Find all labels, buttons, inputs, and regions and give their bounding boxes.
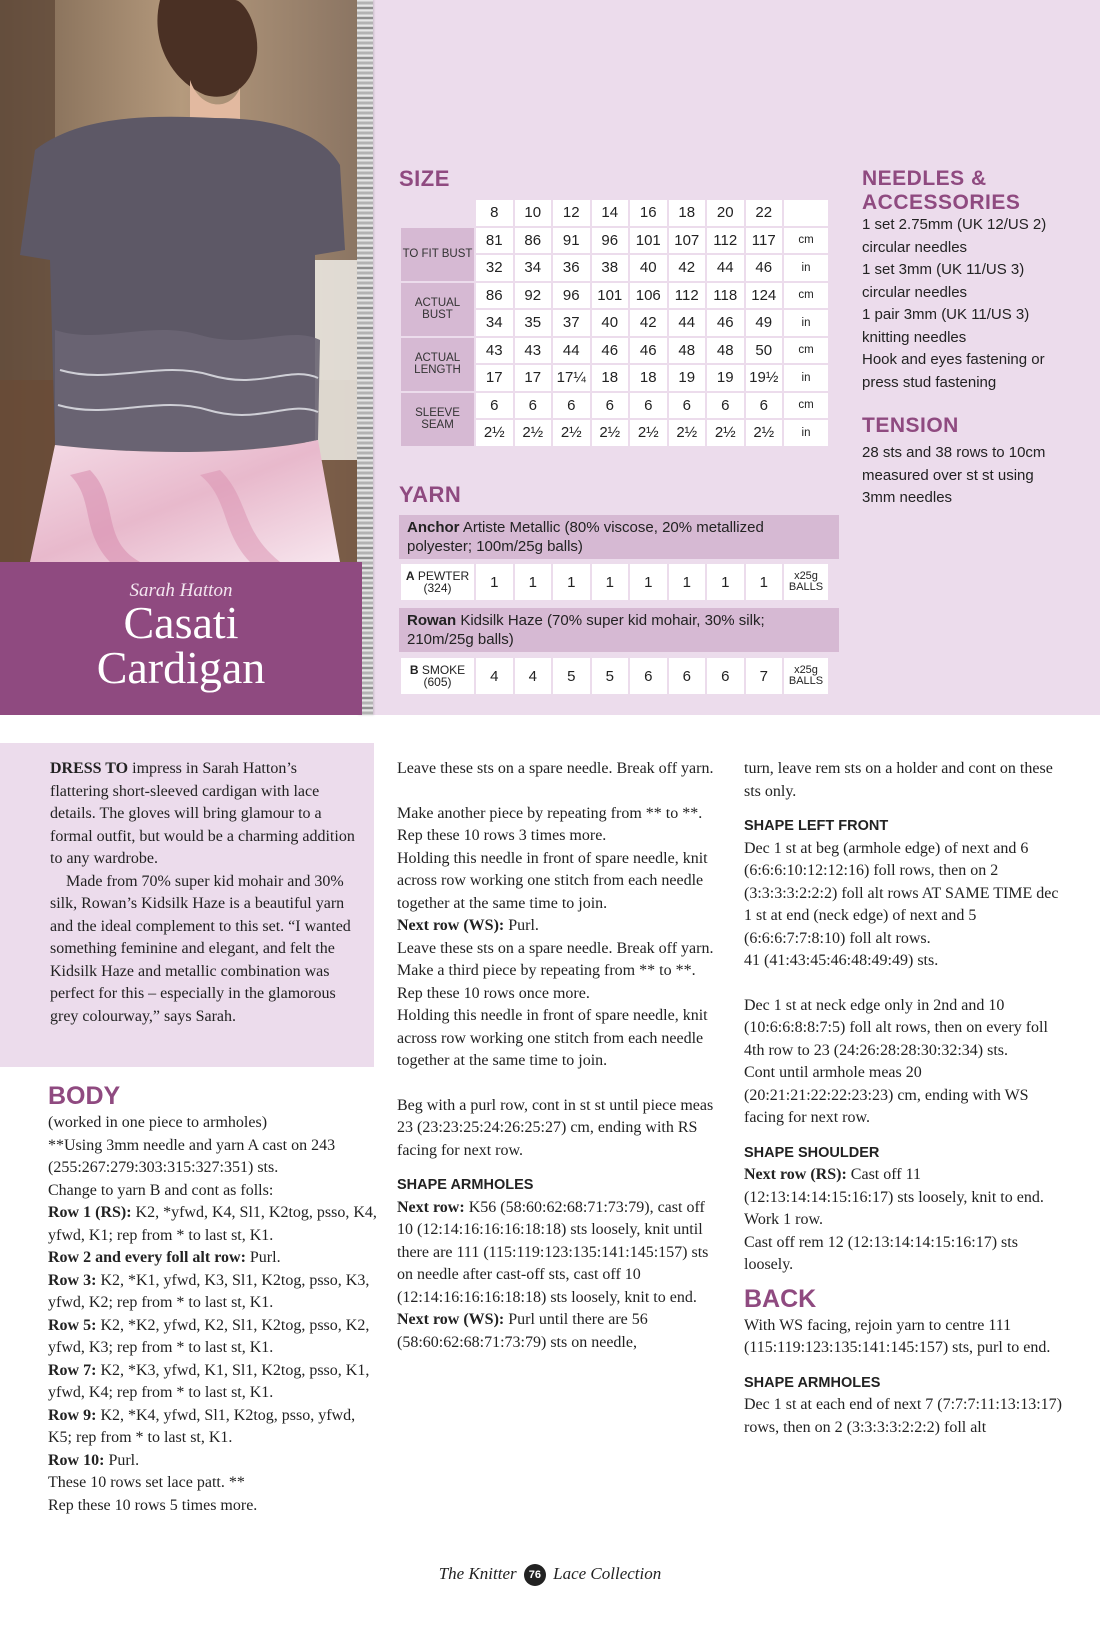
table-row (401, 283, 828, 309)
size-cell: 14 (592, 200, 629, 226)
instruction-line: With WS facing, rejoin yarn to centre 111 (115:119:123:135:141:145:157) sts, purl to end. (744, 1316, 1051, 1356)
table-cell: 6 (515, 393, 552, 419)
table-cell: 6 (553, 393, 590, 419)
table-cell: 6 (476, 393, 513, 419)
row-label: TO FIT BUST (401, 228, 474, 281)
table-cell: 2½ (746, 420, 783, 446)
instruction-line: Make another piece by repeating from ** to **. (397, 804, 703, 822)
needles-heading (862, 167, 1020, 215)
yarn-colour-name: PEWTER (417, 569, 470, 583)
table-cell: 34 (515, 255, 552, 281)
instruction-line: Cast off rem 12 (12:13:14:14:15:16:17) sts loosely. (744, 1233, 1018, 1273)
table-cell: 50 (746, 338, 783, 364)
yarn-colour-number: (324) (423, 581, 452, 595)
table-cell: 5 (553, 658, 590, 694)
size-table (399, 198, 830, 448)
title-line-2: Cardigan (96, 642, 266, 693)
table-row (401, 228, 828, 254)
model-photo (0, 0, 362, 562)
yarn-a-description (399, 515, 839, 559)
instruction-line: Leave these sts on a spare needle. Break off yarn. (397, 760, 714, 777)
needles-line: 1 set 2.75mm (UK 12/US 2) (862, 216, 1047, 233)
tension-heading: TENSION (862, 414, 959, 437)
table-row (401, 393, 828, 419)
yarn-a-text: Artiste Metallic (80% viscose, 20% metallized polyester; 100m/25g balls) (407, 519, 764, 555)
table-cell: 96 (553, 283, 590, 309)
table-cell: 6 (630, 393, 667, 419)
row-label: Row 7: (48, 1361, 97, 1379)
table-cell: 35 (515, 310, 552, 336)
row-instruction (48, 1360, 378, 1405)
instruction-line: Dec 1 st at beg (armhole edge) of next and 6 (6:6:6:10:12:12:16) foll rows, then on 2 (3:3:3:3:2:2:2) foll alt rows AT SAME TIME dec 1 st at end (neck edge) of next and 5 (6:6:6:7:7:8:10) foll alt rows. (744, 839, 1059, 947)
row-label: SLEEVE SEAM (401, 393, 474, 446)
corner-cell (401, 200, 474, 226)
table-cell: 4 (515, 658, 552, 694)
table-cell: 18 (630, 365, 667, 391)
table-cell: 1 (630, 564, 667, 600)
table-cell: 46 (592, 338, 629, 364)
column-2 (397, 758, 722, 1354)
table-cell: 1 (553, 564, 590, 600)
table-cell: 49 (746, 310, 783, 336)
table-cell: 44 (669, 310, 706, 336)
table-cell: 17 (515, 365, 552, 391)
row-instruction (48, 1315, 378, 1360)
table-cell: 6 (707, 393, 744, 419)
row-label: Row 2 and every foll alt row: (48, 1249, 246, 1266)
instruction-line: Rep these 10 rows 3 times more. (397, 827, 607, 844)
instruction-line: Holding this needle in front of spare needle, knit across row working one stitch from each needle together at the same time to join. (397, 1007, 708, 1069)
instruction-line: Cont until armhole meas 20 (20:21:21:22:22:23:23) cm, ending with WS facing for next row. (744, 1064, 1029, 1126)
table-cell: 86 (476, 283, 513, 309)
table-cell: 101 (630, 228, 667, 254)
yarn-b-description (399, 608, 839, 652)
table-cell: 2½ (669, 420, 706, 446)
yarn-b-text: Kidsilk Haze (70% super kid mohair, 30% silk; 210m/25g balls) (407, 612, 765, 648)
unit-cell: in (784, 420, 828, 446)
yarn-b-table (399, 656, 830, 696)
row-text: K2, *K4, yfwd, Sl1, K2tog, psso, yfwd, K5; rep from * to last st, K1. (48, 1406, 356, 1446)
designer-name: Sarah Hatton (129, 580, 233, 601)
table-cell: 42 (630, 310, 667, 336)
unit-cell: in (784, 310, 828, 336)
needles-line: 1 set 3mm (UK 11/US 3) (862, 261, 1025, 278)
spacer (397, 781, 722, 803)
row-text: K56 (58:60:62:68:71:73:79), cast off 10 (12:14:16:16:16:18:18) sts loosely, knit until there are 111 (115:119:123:135:141:145:157) sts on needle after cast-off sts, cast off 10 (12:14:16:16:16:18:18) sts loosely, knit to end. (397, 1198, 709, 1306)
instruction-line: Make a third piece by repeating from ** to **. (397, 962, 696, 979)
table-cell: 5 (592, 658, 629, 694)
instruction-line: Rep these 10 rows once more. (397, 984, 590, 1002)
unit-cell (784, 658, 828, 694)
table-cell: 19 (707, 365, 744, 391)
row-text: Purl until there are 56 (58:60:62:68:71:73:79) sts on needle, (397, 1311, 648, 1351)
yarn-colour-number: (605) (423, 675, 452, 689)
instruction-line: Rep these 10 rows 5 times more. (48, 1496, 258, 1514)
column-3 (744, 758, 1064, 1439)
unit-cell: cm (784, 393, 828, 419)
intro-text (50, 758, 355, 1028)
tension-line: 3mm needles (862, 489, 953, 506)
row-text: Purl. (504, 917, 539, 934)
table-row (401, 658, 828, 694)
needles-line: Hook and eyes fastening or (862, 351, 1045, 368)
table-row (401, 564, 828, 600)
back-heading: BACK (744, 1284, 817, 1313)
row-label: Row 5: (48, 1316, 97, 1334)
row-text: K2, *K2, yfwd, K2, Sl1, K2tog, psso, K2, yfwd, K3; rep from * to last st, K1. (48, 1316, 370, 1356)
spacer (744, 1130, 1064, 1142)
row-text: K2, *K1, yfwd, K3, Sl1, K2tog, psso, K3, yfwd, K2; rep from * to last st, K1. (48, 1271, 370, 1311)
table-cell: 43 (476, 338, 513, 364)
table-row (401, 338, 828, 364)
table-cell: 7 (746, 658, 783, 694)
issue-name: Lace Collection (553, 1564, 662, 1583)
needles-line: 1 pair 3mm (UK 11/US 3) (862, 306, 1030, 323)
needles-line: press stud fastening (862, 373, 997, 391)
unit-cell: in (784, 255, 828, 281)
table-cell: 1 (515, 564, 552, 600)
row-instruction (48, 1247, 378, 1270)
table-cell: 117 (746, 228, 783, 254)
shape-left-front-heading: SHAPE LEFT FRONT (744, 818, 889, 834)
intro-paragraph: Made from 70% super kid mohair and 30% silk, Rowan’s Kidsilk Haze is a beautiful yarn and the ideal complement to this set. “I wanted something feminine and elegant, and felt the Kidsilk Haze and metallic combination was perfect for this – especially in the glamorous grey colourway,” says Sarah. (50, 872, 351, 1025)
instruction-line: Holding this needle in front of spare needle, knit across row working one stitch from each needle together at the same time to join. (397, 849, 708, 912)
instruction-line: **Using 3mm needle and yarn A cast on 243 (255:267:279:303:315:327:351) sts. (48, 1136, 336, 1176)
table-cell: 32 (476, 255, 513, 281)
instruction-line: turn, leave rem sts on a holder and cont on these sts only. (744, 760, 1053, 800)
row-text: Cast off 11 (12:13:14:14:15:16:17) sts loosely, knit to end. (744, 1166, 1044, 1206)
table-cell: 6 (746, 393, 783, 419)
row-text: K2, *K3, yfwd, K1, Sl1, K2tog, psso, K1, yfwd, K4; rep from * to last st, K1. (48, 1361, 370, 1401)
page-number: 76 (524, 1564, 546, 1586)
intro-p1: impress in Sarah Hatton’s flattering short-sleeved cardigan with lace details. The gloves will bring glamour to a formal outfit, but would be a charming addition to any wardrobe. (50, 760, 355, 867)
row-label: Next row (WS): (397, 1311, 505, 1328)
table-cell: 112 (669, 283, 706, 309)
table-cell: 18 (592, 365, 629, 391)
table-cell: 38 (592, 255, 629, 281)
table-cell: 44 (553, 338, 590, 364)
table-cell: 44 (707, 255, 744, 281)
size-cell: 8 (476, 200, 513, 226)
unit-balls: BALLS (788, 675, 824, 687)
size-cell: 18 (669, 200, 706, 226)
yarn-code: A (405, 569, 415, 583)
table-cell: 42 (669, 255, 706, 281)
size-cell: 22 (746, 200, 783, 226)
shape-shoulder-heading: SHAPE SHOULDER (744, 1144, 880, 1161)
row-text: K2, *yfwd, K4, Sl1, K2tog, psso, K4, yfwd, K1; rep from * to last st, K1. (48, 1204, 377, 1244)
instruction-line: (worked in one piece to armholes) (48, 1114, 268, 1131)
spacer (397, 1073, 722, 1095)
table-cell: 107 (669, 228, 706, 254)
yarn-a-label (401, 564, 474, 600)
yarn-colour-name: SMOKE (421, 663, 466, 677)
yarn-a-brand: Anchor (407, 519, 460, 536)
table-cell: 2½ (515, 420, 552, 446)
row-label: Row 9: (48, 1406, 97, 1424)
table-cell: 17¼ (553, 365, 590, 391)
needles-line: circular needles (862, 238, 968, 256)
table-cell: 19½ (746, 365, 783, 391)
row-label: ACTUAL BUST (401, 283, 474, 336)
row-instruction (744, 1164, 1064, 1209)
instruction-line: Dec 1 st at each end of next 7 (7:7:7:11:13:13:17) rows, then on 2 (3:3:3:3:2:2:2) foll alt (744, 1396, 1062, 1436)
table-cell: 6 (707, 658, 744, 694)
instruction-line: Work 1 row. (744, 1211, 823, 1228)
table-cell: 48 (669, 338, 706, 364)
table-cell: 2½ (707, 420, 744, 446)
table-cell: 96 (592, 228, 629, 254)
table-cell: 2½ (553, 420, 590, 446)
row-label: Row 1 (RS): (48, 1204, 132, 1221)
unit-balls: BALLS (788, 581, 824, 593)
row-instruction (48, 1202, 378, 1247)
row-instruction (48, 1405, 378, 1450)
needles-heading-line-2: ACCESSORIES (862, 191, 1021, 214)
spacer (397, 1162, 722, 1174)
unit-cell: cm (784, 228, 828, 254)
row-instruction (48, 1450, 378, 1473)
table-cell: 1 (707, 564, 744, 600)
row-label: Next row (RS): (744, 1166, 847, 1183)
table-cell: 118 (707, 283, 744, 309)
instruction-line: Change to yarn B and cont as folls: (48, 1181, 274, 1199)
table-cell: 1 (476, 564, 513, 600)
instruction-line: These 10 rows set lace patt. ** (48, 1474, 245, 1491)
unit-cell (784, 200, 828, 226)
table-cell: 106 (630, 283, 667, 309)
size-cell: 10 (515, 200, 552, 226)
size-cell: 12 (553, 200, 590, 226)
row-instruction (397, 1309, 722, 1354)
row-label: Row 3: (48, 1271, 97, 1289)
table-cell: 112 (707, 228, 744, 254)
needles-heading-line-1: NEEDLES & (862, 167, 987, 190)
instruction-line: Dec 1 st at neck edge only in 2nd and 10 (10:6:6:8:8:7:5) foll alt rows, then on every foll 4th row to 23 (24:26:28:28:30:32:34) sts. (744, 996, 1048, 1059)
instruction-line: Beg with a purl row, cont in st st until piece meas 23 (23:23:25:24:26:25:27) cm, ending with RS facing for next row. (397, 1096, 714, 1159)
tension-text (862, 442, 1082, 510)
needles-list (862, 214, 1082, 394)
row-text: Purl. (104, 1451, 140, 1469)
table-cell: 40 (592, 310, 629, 336)
table-cell: 4 (476, 658, 513, 694)
body-heading: BODY (48, 1082, 121, 1110)
intro-lead: DRESS TO (50, 760, 129, 777)
table-cell: 46 (630, 338, 667, 364)
instruction-line: Leave these sts on a spare needle. Break off yarn. (397, 939, 714, 957)
table-cell: 19 (669, 365, 706, 391)
size-header-row (401, 200, 828, 226)
yarn-b-brand: Rowan (407, 612, 457, 629)
yarn-a-table (399, 562, 830, 602)
tension-line: 28 sts and 38 rows to 10cm (862, 444, 1046, 461)
table-cell: 6 (630, 658, 667, 694)
unit-cell: cm (784, 283, 828, 309)
table-cell: 1 (592, 564, 629, 600)
table-cell: 6 (669, 658, 706, 694)
table-cell: 6 (592, 393, 629, 419)
row-instruction (397, 915, 722, 938)
table-cell: 48 (707, 338, 744, 364)
unit-weight: x25g (794, 570, 818, 582)
table-cell: 46 (707, 310, 744, 336)
row-text: Purl. (245, 1249, 281, 1266)
body-column (48, 1080, 378, 1517)
table-cell: 46 (746, 255, 783, 281)
table-cell: 2½ (476, 420, 513, 446)
instruction-line: 41 (41:43:45:46:48:49:49) sts. (744, 952, 939, 969)
needles-line: circular needles (862, 283, 968, 301)
size-cell: 20 (707, 200, 744, 226)
title-panel (0, 562, 362, 715)
needles-line: knitting needles (862, 328, 967, 346)
table-cell: 40 (630, 255, 667, 281)
pattern-title (0, 597, 362, 693)
table-cell: 36 (553, 255, 590, 281)
page-footer (0, 1564, 1100, 1586)
table-cell: 37 (553, 310, 590, 336)
back-shape-armholes-heading: SHAPE ARMHOLES (744, 1374, 881, 1391)
row-label: Next row: (397, 1198, 465, 1216)
row-label: ACTUAL LENGTH (401, 338, 474, 391)
spacer (744, 1360, 1064, 1372)
unit-cell: cm (784, 338, 828, 364)
unit-cell: in (784, 365, 828, 391)
table-cell: 92 (515, 283, 552, 309)
unit-weight: x25g (794, 664, 818, 676)
row-instruction (48, 1270, 378, 1315)
table-cell: 124 (746, 283, 783, 309)
shape-armholes-heading: SHAPE ARMHOLES (397, 1177, 534, 1193)
table-cell: 2½ (592, 420, 629, 446)
row-label: Row 10: (48, 1451, 105, 1469)
yarn-b-label (401, 658, 474, 694)
table-cell: 1 (746, 564, 783, 600)
table-cell: 6 (669, 393, 706, 419)
title-line-1: Casati (123, 597, 239, 648)
table-cell: 17 (476, 365, 513, 391)
spacer (744, 973, 1064, 995)
table-cell: 2½ (630, 420, 667, 446)
table-cell: 91 (553, 228, 590, 254)
yarn-code: B (409, 663, 419, 677)
size-cell: 16 (630, 200, 667, 226)
row-label: Next row (WS): (397, 917, 505, 934)
magazine-name: The Knitter (438, 1564, 517, 1583)
tension-line: measured over st st using (862, 466, 1034, 484)
table-cell: 101 (592, 283, 629, 309)
table-cell: 86 (515, 228, 552, 254)
row-instruction (397, 1197, 722, 1310)
yarn-heading: YARN (399, 482, 462, 507)
intro-paragraph (50, 758, 355, 871)
unit-cell (784, 564, 828, 600)
table-cell: 34 (476, 310, 513, 336)
table-cell: 81 (476, 228, 513, 254)
spacer (744, 803, 1064, 815)
table-cell: 1 (669, 564, 706, 600)
table-cell: 43 (515, 338, 552, 364)
size-heading: SIZE (399, 166, 450, 191)
